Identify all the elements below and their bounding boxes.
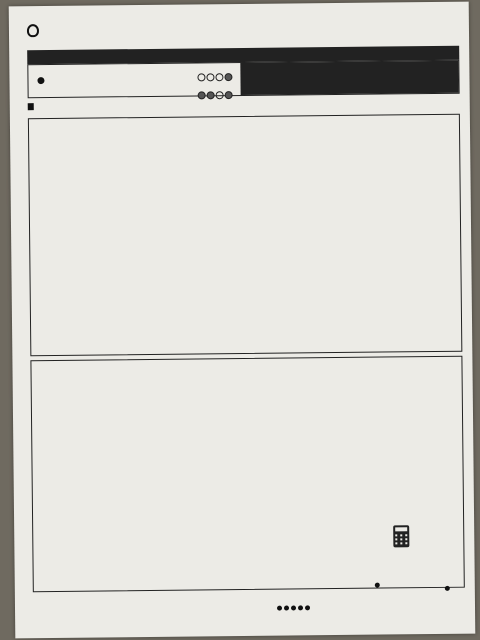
complete-mark [34,77,44,85]
collegeboard-logo [27,22,42,39]
page-dot [375,583,380,588]
grid-in-box-bottom [30,356,464,593]
empty-bubble-icon [216,91,224,99]
marking-instructions [240,61,458,95]
acorn-icon [27,24,39,37]
answer-sheet-page [9,2,476,639]
empty-bubble-icon [197,73,205,81]
page-dot [445,586,450,591]
square-marker-icon [28,103,34,110]
calculator-icon [393,525,409,547]
partial-bubble-icon [207,91,215,99]
partial-bubble-icon [198,91,206,99]
empty-bubble-icon [206,73,214,81]
grid-in-box-top [28,114,462,357]
page-dots [277,597,312,615]
filled-bubble-icon [37,77,44,84]
partial-bubble-icon [224,73,232,81]
mark-examples-panel [27,60,459,99]
incomplete-mark-examples [196,68,242,104]
partial-bubble-icon [225,91,233,99]
empty-bubble-icon [215,73,223,81]
section-title [28,102,37,111]
